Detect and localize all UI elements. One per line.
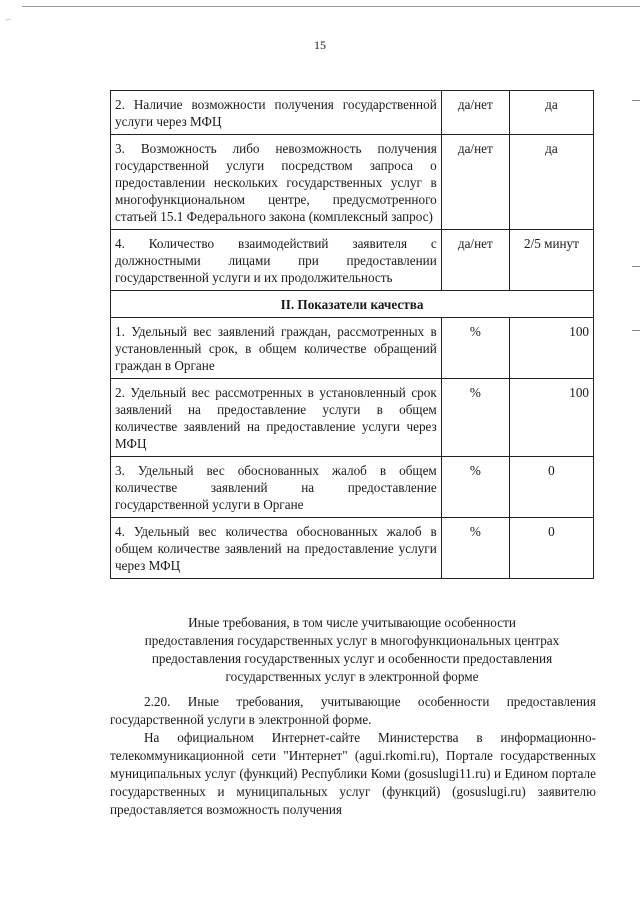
indicator-cell: 3. Удельный вес обоснованных жалоб в общем количестве заявлений на предоставление государственной услуги в Органе: [111, 457, 442, 518]
indicator-cell: 3. Возможность либо невозможность получения государственной услуги посредством запроса о предоставлении нескольких государственных услуг в многофункциональном центре, предусмотренного статьей 15.1 Федерального закона (комплексный запрос): [111, 135, 442, 230]
section-row: [111, 291, 594, 318]
value-cell: 0: [509, 518, 593, 579]
indicator-cell: 4. Количество взаимодействий заявителя с должностными лицами при предоставлении государственной услуги и их продолжительность: [111, 230, 442, 291]
unit-cell: да/нет: [441, 135, 509, 230]
unit-cell: %: [441, 457, 509, 518]
page-number: 15: [314, 38, 326, 52]
indicator-cell: 1. Удельный вес заявлений граждан, рассмотренных в установленный срок, в общем количестве обращений граждан в Органе: [111, 318, 442, 379]
body-text: [110, 693, 596, 819]
paragraph-2-20: 2.20. Иные требования, учитывающие особенности предоставления государственной услуги в электронной форме.: [110, 694, 596, 727]
indicator-cell: 4. Удельный вес количества обоснованных жалоб в общем количестве заявлений на предоставление услуги через МФЦ: [111, 518, 442, 579]
value-cell: 0: [509, 457, 593, 518]
value-cell: 100: [509, 318, 593, 379]
corner-mark: ⌐: [6, 14, 12, 24]
requirements-table: [110, 90, 594, 579]
table-row: [111, 518, 594, 579]
value-cell: да: [509, 135, 593, 230]
table-row: [111, 135, 594, 230]
table-row: [111, 230, 594, 291]
unit-cell: %: [441, 379, 509, 457]
unit-cell: да/нет: [441, 230, 509, 291]
table-row: [111, 318, 594, 379]
table-row: [111, 457, 594, 518]
value-cell: 2/5 минут: [509, 230, 593, 291]
value-cell: да: [509, 91, 593, 135]
value-cell: 100: [509, 379, 593, 457]
table-row: [111, 91, 594, 135]
unit-cell: %: [441, 518, 509, 579]
indicator-cell: 2. Удельный вес рассмотренных в установленный срок заявлений на предоставление услуги в общем количестве заявлений на предоставление услуги через МФЦ: [111, 379, 442, 457]
heading-line: государственных услуг в электронной форме: [225, 669, 479, 684]
heading-line: Иные требования, в том числе учитывающие особенности: [188, 615, 516, 630]
paragraph-online-portals: На официальном Интернет-сайте Министерства в информационно-телекоммуникационной сети "Интернет" (agui.rkomi.ru), Портале государственных муниципальных услуг (функций) Республики Коми (gosuslugi11.ru) и Едином портале государственных и муниципальных услуг (функций) (gosuslugi.ru) заявителю предоставляется возможность получения: [110, 730, 596, 817]
heading-line: предоставления государственных услуг и особенности предоставления: [151, 651, 553, 666]
indicator-cell: 2. Наличие возможности получения государственной услуги через МФЦ: [111, 91, 442, 135]
heading-line: предоставления государственных услуг в многофункциональных центрах: [144, 633, 560, 648]
top-border-line: [22, 6, 640, 7]
scan-edge-marks: [630, 90, 640, 390]
section-header: II. Показатели качества: [111, 291, 594, 318]
section-heading: [110, 614, 594, 686]
unit-cell: %: [441, 318, 509, 379]
table-row: [111, 379, 594, 457]
unit-cell: да/нет: [441, 91, 509, 135]
